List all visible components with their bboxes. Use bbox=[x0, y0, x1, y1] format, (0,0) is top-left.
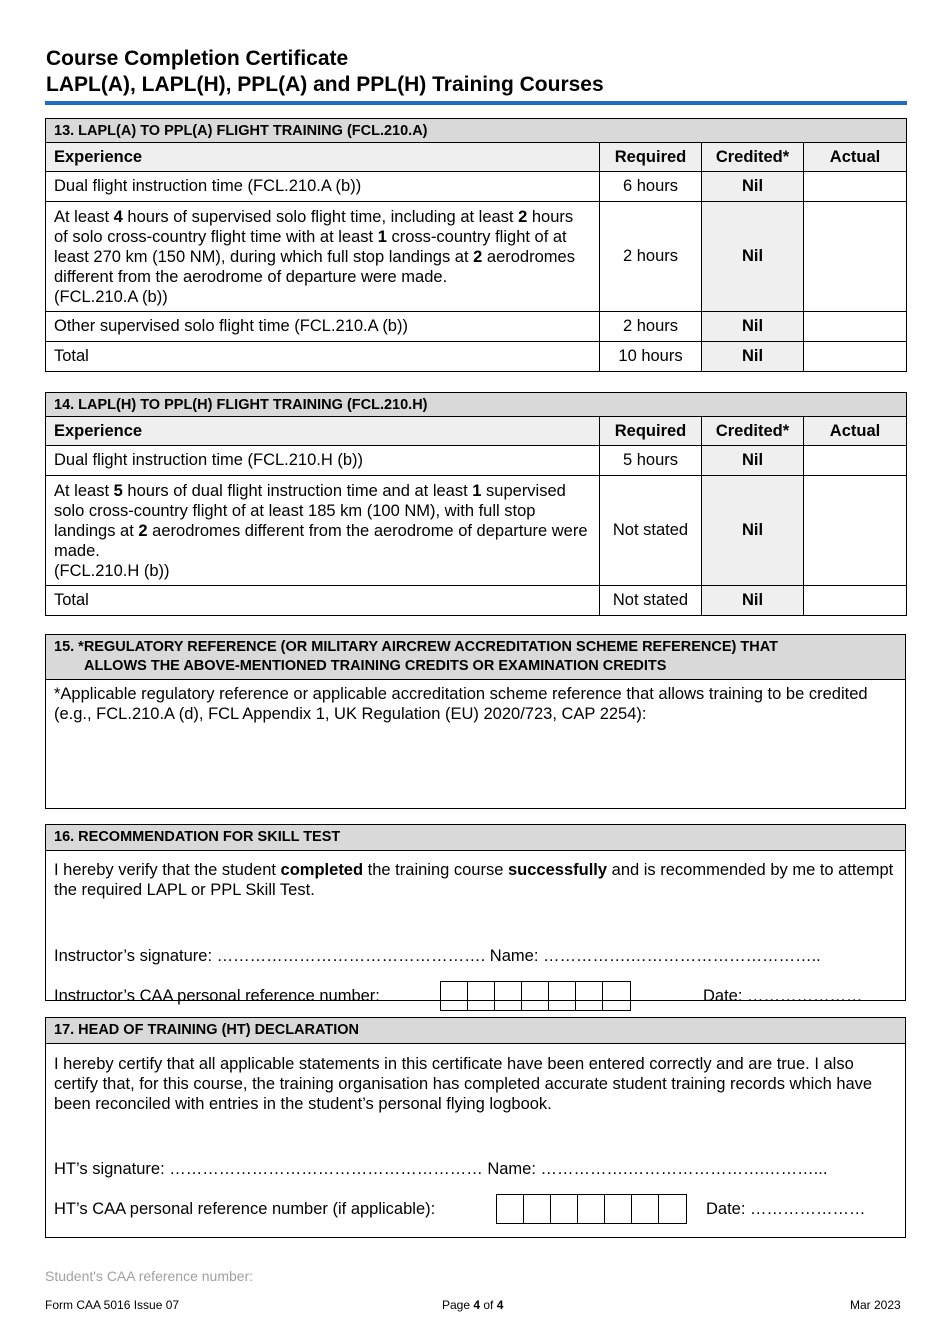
section-14-table bbox=[45, 392, 907, 616]
instructor-signature-line[interactable]: Instructor’s signature: …………………………………………. Name: …………….…………………………….. bbox=[54, 947, 821, 965]
credited-cell: Nil bbox=[702, 446, 804, 476]
section-17 bbox=[45, 1017, 906, 1238]
required-cell: 10 hours bbox=[600, 342, 702, 372]
student-reference-label: Student's CAA reference number: bbox=[45, 1268, 254, 1284]
credited-cell: Nil bbox=[702, 476, 804, 586]
footer-date: Mar 2023 bbox=[850, 1298, 901, 1312]
section-15 bbox=[45, 634, 906, 809]
column-actual: Actual bbox=[804, 143, 907, 172]
actual-input[interactable] bbox=[804, 586, 907, 616]
section-13-table bbox=[45, 118, 907, 372]
credited-cell: Nil bbox=[702, 342, 804, 372]
required-cell: 2 hours bbox=[600, 202, 702, 312]
column-required: Required bbox=[600, 417, 702, 446]
recommendation-statement: I hereby verify that the student completed the training course successfully and is recommended by me to attempt the required LAPL or PPL Skill Test. bbox=[54, 861, 894, 899]
column-credited: Credited* bbox=[702, 143, 804, 172]
column-experience: Experience bbox=[46, 143, 600, 172]
section-16 bbox=[45, 824, 906, 1005]
section-17-body bbox=[46, 1044, 905, 1240]
instructor-reference-boxes[interactable] bbox=[440, 981, 631, 1011]
table-row bbox=[46, 586, 907, 616]
experience-cell: Total bbox=[46, 342, 600, 372]
ht-reference-boxes[interactable] bbox=[496, 1194, 687, 1224]
title-line-1: Course Completion Certificate bbox=[46, 47, 349, 70]
experience-cell: At least 4 hours of supervised solo flight time, including at least 2 hours of solo cross-country flight time with at least 1 cross-country flight of at least 270 km (150 NM), during which full stop landings at 2 aerodromes different from the aerodrome of departure were made. (FCL.210.A (b)) bbox=[46, 202, 600, 312]
credited-cell: Nil bbox=[702, 172, 804, 202]
section-15-heading: 15. *REGULATORY REFERENCE (OR MILITARY AIRCREW ACCREDITATION SCHEME REFERENCE) THAT ALLOWS THE ABOVE-MENTIONED TRAINING CREDITS OR EXAMINATION CREDITS bbox=[46, 635, 905, 680]
section-16-body bbox=[46, 851, 905, 1003]
experience-cell: Other supervised solo flight time (FCL.210.A (b)) bbox=[46, 312, 600, 342]
credited-cell: Nil bbox=[702, 202, 804, 312]
ht-date-line[interactable]: Date: ………………… bbox=[706, 1200, 866, 1218]
required-cell: Not stated bbox=[600, 476, 702, 586]
actual-input[interactable] bbox=[804, 172, 907, 202]
section-13-heading: 13. LAPL(A) TO PPL(A) FLIGHT TRAINING (FCL.210.A) bbox=[46, 119, 907, 143]
section-17-heading: 17. HEAD OF TRAINING (HT) DECLARATION bbox=[46, 1018, 905, 1044]
required-cell: 2 hours bbox=[600, 312, 702, 342]
experience-cell: Dual flight instruction time (FCL.210.H (b)) bbox=[46, 446, 600, 476]
experience-cell: Dual flight instruction time (FCL.210.A (b)) bbox=[46, 172, 600, 202]
table-row bbox=[46, 172, 907, 202]
required-cell: 5 hours bbox=[600, 446, 702, 476]
required-cell: Not stated bbox=[600, 586, 702, 616]
actual-input[interactable] bbox=[804, 312, 907, 342]
table-row bbox=[46, 342, 907, 372]
credited-cell: Nil bbox=[702, 312, 804, 342]
required-cell: 6 hours bbox=[600, 172, 702, 202]
table-row bbox=[46, 446, 907, 476]
regulatory-reference-field[interactable] bbox=[46, 680, 905, 811]
section-14-heading: 14. LAPL(H) TO PPL(H) FLIGHT TRAINING (FCL.210.H) bbox=[46, 393, 907, 417]
actual-input[interactable] bbox=[804, 342, 907, 372]
experience-cell: At least 5 hours of dual flight instruction time and at least 1 supervised solo cross-country flight of at least 185 km (100 NM), with full stop landings at 2 aerodromes different from the aerodrome of departure were made. (FCL.210.H (b)) bbox=[46, 476, 600, 586]
declaration-statement: I hereby certify that all applicable statements in this certificate have been entered correctly and are true. I also certify that, for this course, the training organisation has completed accurate student training records which have been reconciled with entries in the student’s personal flying logbook. bbox=[54, 1055, 873, 1113]
column-required: Required bbox=[600, 143, 702, 172]
ht-signature-line[interactable]: HT’s signature: ………………………………………………… Name: …………….…………………….………... bbox=[54, 1160, 828, 1178]
column-credited: Credited* bbox=[702, 417, 804, 446]
title-rule bbox=[45, 101, 907, 105]
table-row bbox=[46, 202, 907, 312]
experience-cell: Total bbox=[46, 586, 600, 616]
actual-input[interactable] bbox=[804, 476, 907, 586]
table-row bbox=[46, 312, 907, 342]
instructor-date-line[interactable]: Date: ………………… bbox=[703, 987, 863, 1005]
column-experience: Experience bbox=[46, 417, 600, 446]
instructor-reference-label: Instructor’s CAA personal reference number: bbox=[54, 987, 380, 1005]
title-line-2: LAPL(A), LAPL(H), PPL(A) and PPL(H) Training Courses bbox=[46, 73, 604, 96]
section-16-heading: 16. RECOMMENDATION FOR SKILL TEST bbox=[46, 825, 905, 851]
page-number: Page 4 of 4 bbox=[442, 1298, 504, 1312]
actual-input[interactable] bbox=[804, 446, 907, 476]
page-title bbox=[46, 46, 604, 98]
ht-reference-label: HT’s CAA personal reference number (if applicable): bbox=[54, 1200, 436, 1218]
section-15-instructions: *Applicable regulatory reference or applicable accreditation scheme reference that allows training to be credited (e.g., FCL.210.A (d), FCL Appendix 1, UK Regulation (EU) 2020/723, CAP 2254): bbox=[54, 685, 868, 723]
table-row bbox=[46, 476, 907, 586]
column-actual: Actual bbox=[804, 417, 907, 446]
actual-input[interactable] bbox=[804, 202, 907, 312]
credited-cell: Nil bbox=[702, 586, 804, 616]
form-number: Form CAA 5016 Issue 07 bbox=[45, 1298, 180, 1312]
